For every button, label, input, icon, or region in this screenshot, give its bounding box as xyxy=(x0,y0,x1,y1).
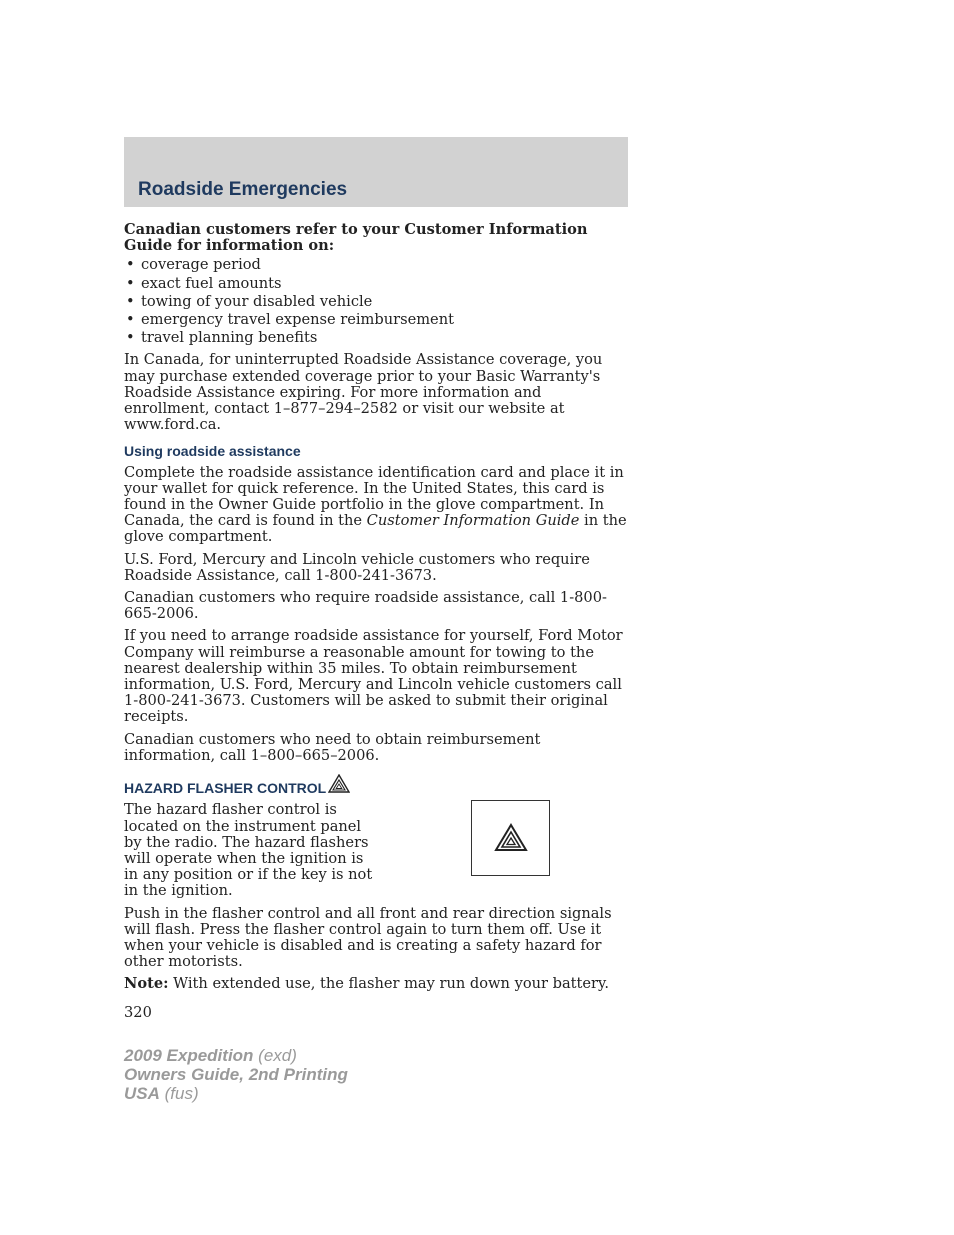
list-item: • emergency travel expense reimbursement xyxy=(124,312,628,328)
hazard-description-row xyxy=(124,802,628,899)
footer-printing: Owners Guide, 2nd Printing xyxy=(124,1065,348,1084)
page-title: Roadside Emergencies xyxy=(138,179,348,200)
footer-market: USA xyxy=(124,1084,160,1103)
hazard-heading xyxy=(124,774,628,796)
hazard-usage-paragraph: Push in the flasher control and all front and rear direction signals will flash. Press the flasher control again to turn them off. Use it when your vehicle is disabled and is creating a safety hazard for other motorists. xyxy=(124,904,612,971)
list-item: • coverage period xyxy=(124,257,628,273)
list-item: • exact fuel amounts xyxy=(124,276,628,292)
footer-line-2 xyxy=(124,1065,348,1084)
note-label: Note: xyxy=(124,975,169,993)
print-footer xyxy=(124,1046,348,1103)
footer-model-code: (exd) xyxy=(253,1046,297,1065)
hazard-triangle-icon xyxy=(328,774,350,796)
canada-reimburse-paragraph: Canadian customers who need to obtain reimbursement information, call 1–800–665–2006. xyxy=(124,730,541,764)
hazard-triangle-icon xyxy=(494,823,528,853)
hazard-note xyxy=(124,976,628,992)
section-header-band xyxy=(124,137,628,207)
card-paragraph xyxy=(124,465,628,546)
using-roadside-heading: Using roadside assistance xyxy=(124,443,301,460)
intro-bold-text: Canadian customers refer to your Customer Information Guide for information on: xyxy=(124,221,588,255)
list-item: • towing of your disabled vehicle xyxy=(124,294,628,310)
card-text-end: in the glove compartment. xyxy=(124,512,627,546)
hazard-figure xyxy=(471,800,550,876)
list-item: • travel planning benefits xyxy=(124,330,628,346)
us-call-paragraph: U.S. Ford, Mercury and Lincoln vehicle customers who require Roadside Assistance, call 1-800-241-3673. xyxy=(124,550,590,584)
canada-paragraph: In Canada, for uninterrupted Roadside Assistance coverage, you may purchase extended coverage prior to your Basic Warranty's Roadside Assistance expiring. For more information and enrollment, contact 1–877–294–2582 or visit our website at www.ford.ca. xyxy=(124,351,603,434)
page-number: 320 xyxy=(124,1003,152,1021)
footer-market-code: (fus) xyxy=(159,1084,199,1103)
reimburse-paragraph: If you need to arrange roadside assistance for yourself, Ford Motor Company will reimburse a reasonable amount for towing to the nearest dealership within 35 miles. To obtain reimbursement information, U.S. Ford, Mercury and Lincoln vehicle customers call 1-800-241-3673. Customers will be asked to submit their original receipts. xyxy=(124,627,623,726)
coverage-list xyxy=(124,257,628,346)
footer-line-1 xyxy=(124,1046,348,1065)
guide-title: Customer Information Guide xyxy=(366,512,580,530)
footer-line-3 xyxy=(124,1084,348,1103)
hazard-location-paragraph: The hazard flasher control is located on the instrument panel by the radio. The hazard flashers will operate when the ignition is in any position or if the key is not in the ignition. xyxy=(124,801,373,900)
main-content xyxy=(124,222,628,1021)
note-text: With extended use, the flasher may run down your battery. xyxy=(168,975,609,993)
hazard-heading-text: HAZARD FLASHER CONTROL xyxy=(124,780,327,797)
footer-model: 2009 Expedition xyxy=(124,1046,254,1065)
canada-call-paragraph: Canadian customers who require roadside assistance, call 1-800-665-2006. xyxy=(124,589,607,623)
card-text-start: Complete the roadside assistance identification card and place it in your wallet for quick reference. In the United States, this card is found in the Owner Guide portfolio in the glove compartment. In Canada, the card is found in the xyxy=(124,463,624,530)
